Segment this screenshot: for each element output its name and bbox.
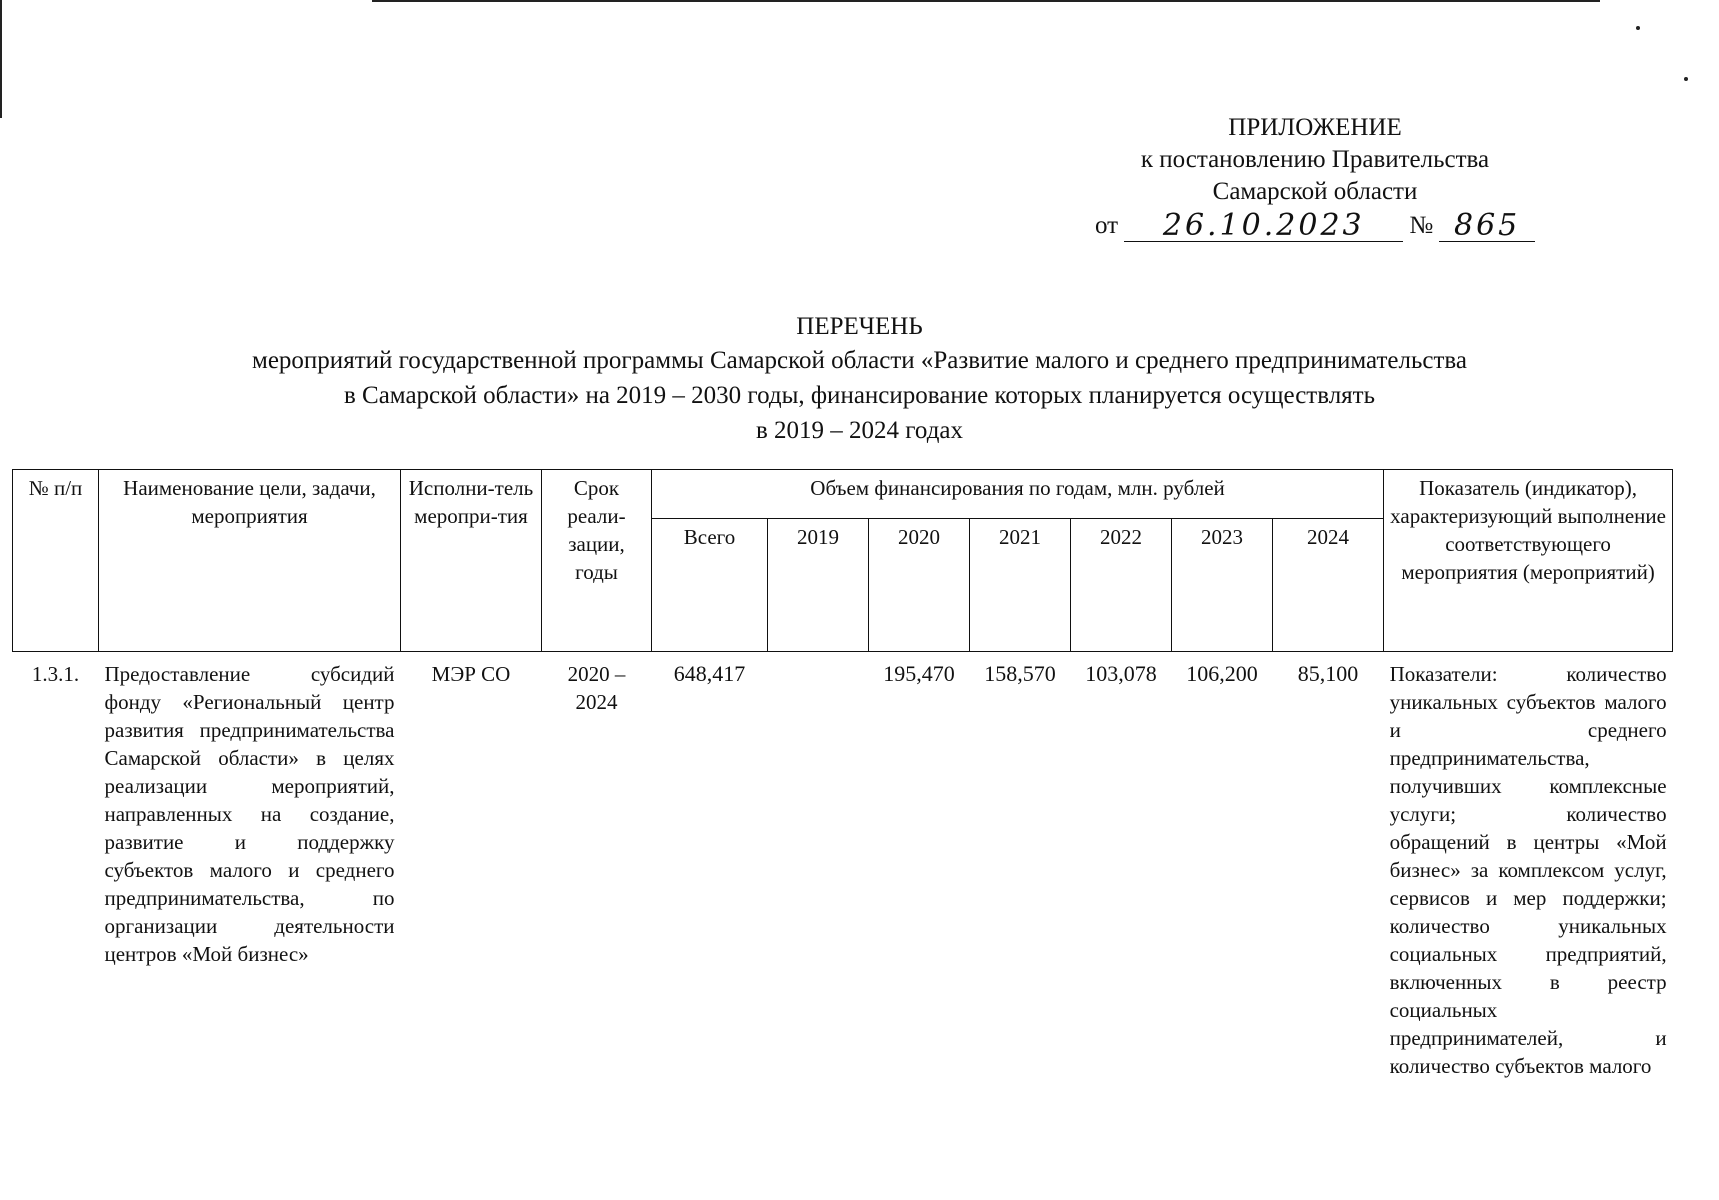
approval-stamp-block [1095, 112, 1535, 242]
row-num: 1.3.1. [31, 662, 80, 686]
scan-border-top [372, 0, 1600, 2]
header-num: № п/п [13, 470, 99, 652]
header-year-2024: 2024 [1273, 519, 1384, 652]
row-indicator: Показатели: количество уникальных субъектов малого и среднего предпринимательства, получивших комплексные услуги; количество обращений в центры «Мой бизнес» за комплексом услуг, сервисов и мер поддержки; количество уникальных социальных предприятий, включенных в реестр социальных предпринимателей, и количество субъектов малого [1389, 662, 1667, 1078]
table-row [13, 652, 1673, 1085]
header-funding: Объем финансирования по годам, млн. рублей [652, 470, 1384, 519]
document-title: ПЕРЕЧЕНЬ [796, 313, 923, 340]
header-name: Наименование цели, задачи, мероприятия [99, 470, 401, 652]
scan-speck [1684, 77, 1688, 81]
row-executor: МЭР СО [431, 662, 511, 686]
scan-speck [1636, 26, 1640, 30]
date-prefix: от [1095, 212, 1119, 239]
row-total: 648,417 [673, 661, 746, 686]
header-total: Всего [652, 519, 768, 652]
header-year-2019: 2019 [768, 519, 869, 652]
activities-table [12, 469, 1673, 1084]
document-subtitle-line-2: в Самарской области» на 2019 – 2030 годы, финансирование которых планируется осуществлять [343, 382, 1376, 409]
scan-border-left [0, 0, 2, 118]
row-2019 [768, 652, 869, 1085]
handwritten-date: 26.10.2023 [1124, 211, 1403, 242]
appendix-line-1: к постановлению Правительства [1140, 146, 1490, 173]
appendix-title: ПРИЛОЖЕНИЕ [1228, 114, 1402, 141]
number-prefix: № [1409, 212, 1434, 239]
appendix-line-2: Самарской области [1212, 178, 1418, 205]
row-2020: 195,470 [883, 661, 955, 686]
row-2023: 106,200 [1186, 661, 1258, 686]
row-name: Предоставление субсидий фонду «Региональный центр развития предпринимательства Самарской области» в целях реализации мероприятий, направленных на создание, развитие и поддержку субъектов малого и среднего предпринимательства, по организации деятельности центров «Мой бизнес» [104, 662, 395, 966]
header-executor: Исполни-тель меропри-тия [401, 470, 542, 652]
header-indicator: Показатель (индикатор), характеризующий выполнение соответствующего мероприятия (мероприятий) [1384, 470, 1673, 652]
row-2024: 85,100 [1297, 661, 1359, 686]
header-year-2023: 2023 [1172, 519, 1273, 652]
document-subtitle-line-3: в 2019 – 2024 годах [755, 417, 964, 444]
row-term: 2020 – 2024 [567, 662, 626, 714]
header-term: Срок реали-зации, годы [542, 470, 652, 652]
header-year-2021: 2021 [970, 519, 1071, 652]
header-year-2022: 2022 [1071, 519, 1172, 652]
row-2021: 158,570 [984, 661, 1056, 686]
row-2022: 103,078 [1085, 661, 1157, 686]
approval-date-line [1095, 210, 1535, 242]
document-subtitle-line-1: мероприятий государственной программы Самарской области «Развитие малого и среднего предпринимательства [252, 347, 1467, 374]
header-year-2020: 2020 [869, 519, 970, 652]
handwritten-number: 865 [1439, 211, 1535, 242]
